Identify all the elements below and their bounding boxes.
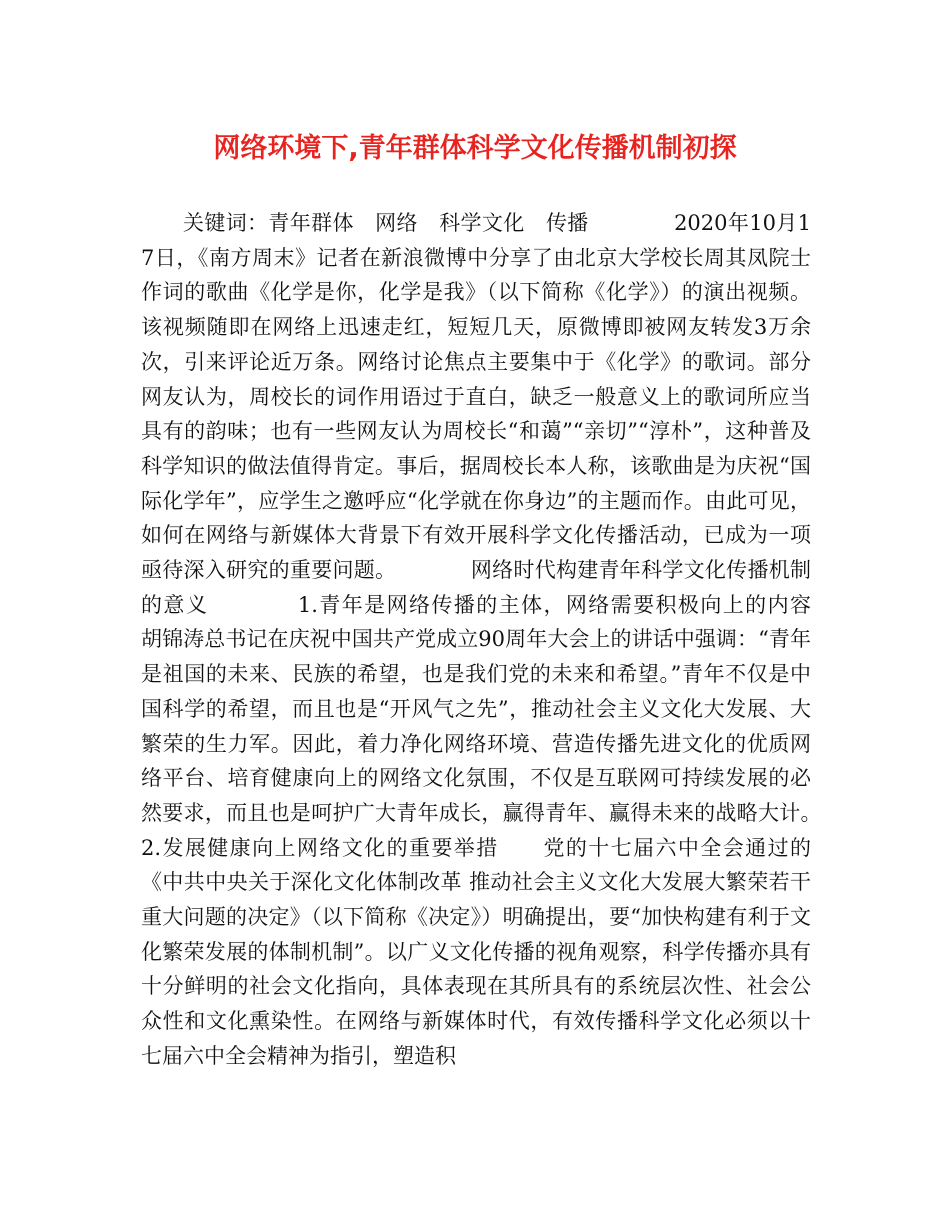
- document-title: 网络环境下,青年群体科学文化传播机制初探: [213, 133, 737, 164]
- document-body: 关键词：青年群体 网络 科学文化 传播 2020年10月17日，《南方周末》记者在新浪微博中分享了由北京大学校长周其凤院士作词的歌曲《化学是你，化学是我》（以下简称《化学》）的演出视频。该视频随即在网络上迅速走红，短短几天，原微博即被网友转发3万余次，引来评论近万条。网络讨论焦点主要集中于《化学》的歌词。部分网友认为，周校长的词作用语过于直白，缺乏一般意义上的歌词所应当具有的韵味；也有一些网友认为周校长“和蔼”“亲切”“淳朴”，这种普及科学知识的做法值得肯定。事后，据周校长本人称，该歌曲是为庆祝“国际化学年”，应学生之邀呼应“化学就在你身边”的主题而作。由此可见，如何在网络与新媒体大背景下有效开展科学文化传播活动，已成为一项亟待深入研究的重要问题。 网络时代构建青年科学文化传播机制的意义 1.青年是网络传播的主体，网络需要积极向上的内容 胡锦涛总书记在庆祝中国共产党成立90周年大会上的讲话中强调：“青年是祖国的未来、民族的希望，也是我们党的未来和希望。”青年不仅是中国科学的希望，而且也是“开风气之先”，推动社会主义文化大发展、大繁荣的生力军。因此，着力净化网络环境、营造传播先进文化的优质网络平台、培育健康向上的网络文化氛围，不仅是互联网可持续发展的必然要求，而且也是呵护广大青年成长，赢得青年、赢得未来的战略大计。 2.发展健康向上网络文化的重要举措 党的十七届六中全会通过的《中共中央关于深化文化体制改革 推动社会主义文化大发展大繁荣若干重大问题的决定》（以下简称《决定》）明确提出，要“加快构建有利于文化繁荣发展的体制机制”。以广义文化传播的视角观察，科学传播亦具有十分鲜明的社会文化指向，具体表现在其所具有的系统层次性、社会公众性和文化熏染性。在网络与新媒体时代，有效传播科学文化必须以十七届六中全会精神为指引，塑造积: [141, 211, 853, 1068]
